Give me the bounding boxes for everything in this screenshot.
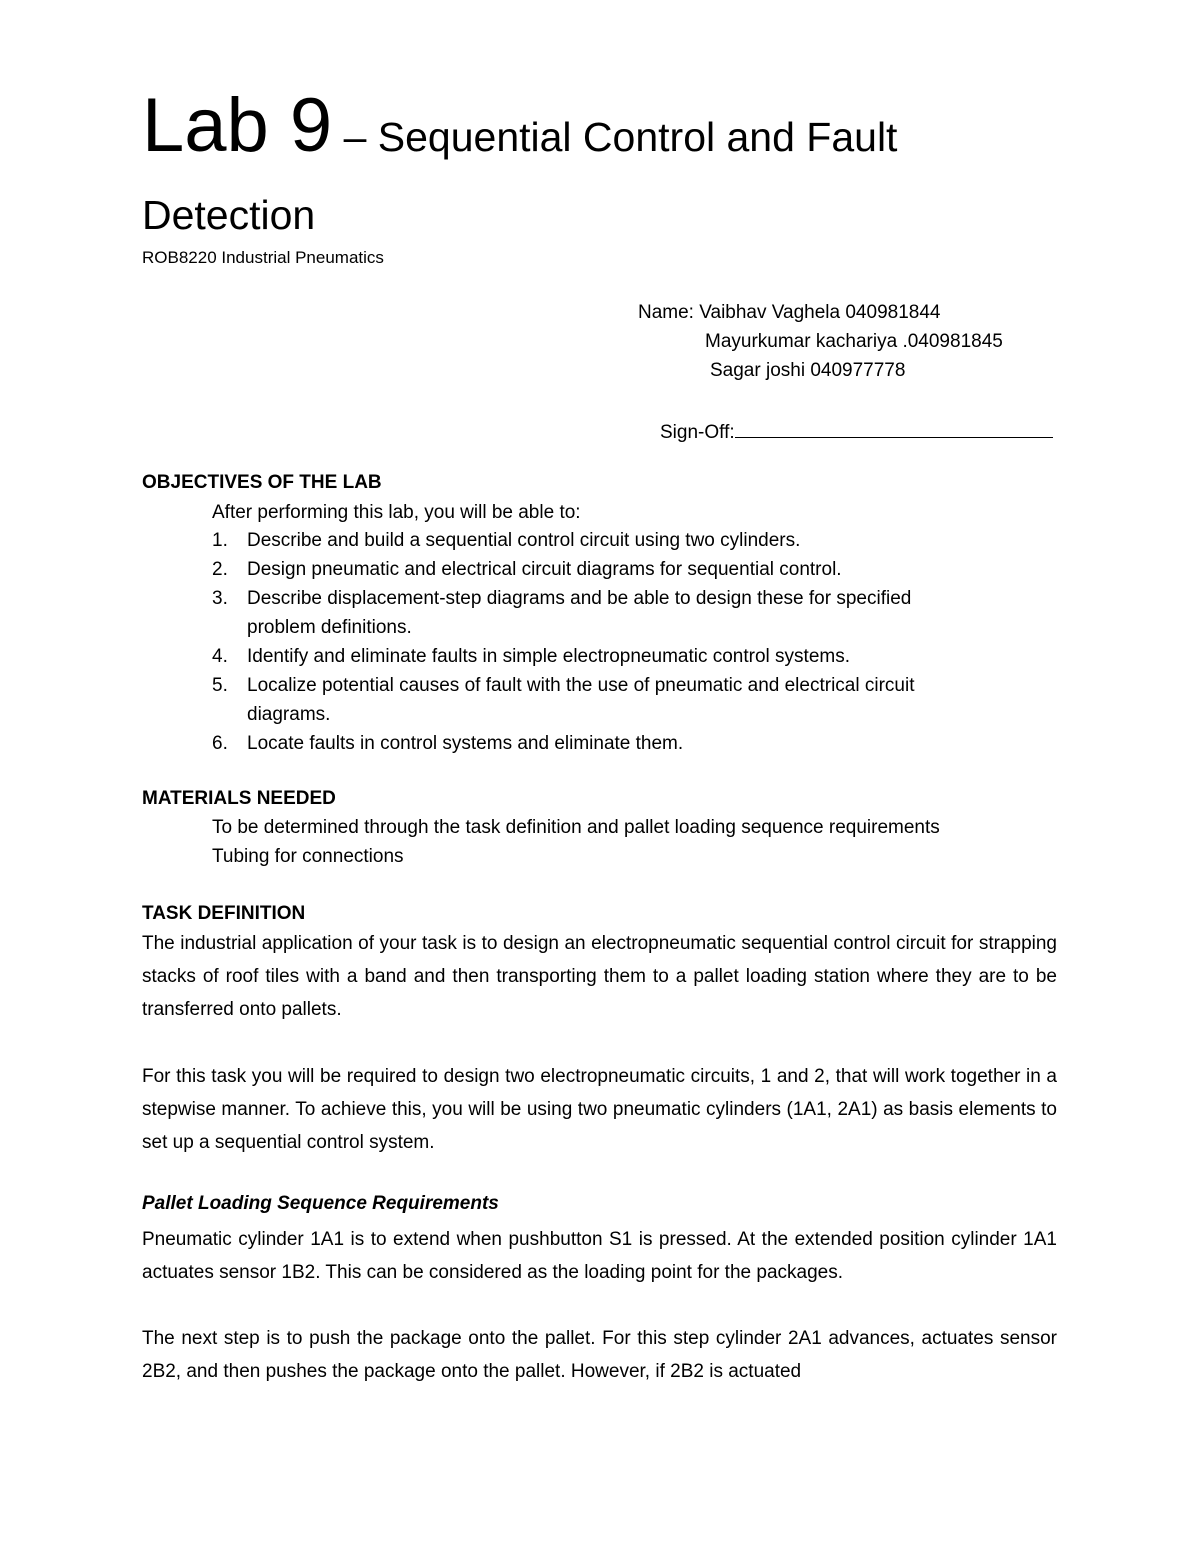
materials-line-1: To be determined through the task definition and pallet loading sequence requirements [212, 817, 940, 838]
pallet-paragraph-2: The next step is to push the package onto the pallet. For this step cylinder 2A1 advances, actuates sensor 2B2, and then pushes the package onto the pallet. However, if 2B2 is actuated [142, 1328, 1057, 1382]
materials-line-2: Tubing for connections [212, 846, 404, 867]
task-paragraph-1: The industrial application of your task is to design an electropneumatic sequential control circuit for strapping stacks of roof tiles with a band and then transporting them to a pallet loading station where they are to be transferred onto pallets. [142, 933, 1057, 1020]
pallet-heading: Pallet Loading Sequence Requirements [142, 1193, 499, 1214]
signoff-label: Sign-Off: [660, 422, 735, 443]
signoff [660, 420, 1053, 444]
title-line2: Detection [142, 192, 316, 238]
title-main: Lab 9 [142, 83, 333, 168]
course-name: ROB8220 Industrial Pneumatics [142, 248, 384, 267]
list-item: 2. Design pneumatic and electrical circuit diagrams for sequential control. [212, 559, 842, 580]
lab-title [142, 83, 898, 168]
pallet-paragraph-1: Pneumatic cylinder 1A1 is to extend when pushbutton S1 is pressed. At the extended position cylinder 1A1 actuates sensor 1B2. This can be considered as the loading point for the packages. [142, 1229, 1057, 1283]
name-line-2: Mayurkumar kachariya .040981845 [705, 331, 1003, 352]
signoff-line [735, 420, 1053, 438]
list-item-continuation: problem definitions. [247, 617, 412, 638]
list-item: 5. Localize potential causes of fault with the use of pneumatic and electrical circuit [212, 675, 915, 696]
list-item-continuation: diagrams. [247, 704, 331, 725]
objectives-intro: After performing this lab, you will be able to: [212, 502, 581, 523]
objectives-heading: OBJECTIVES OF THE LAB [142, 472, 382, 493]
list-item: 6. Locate faults in control systems and eliminate them. [212, 733, 684, 754]
list-item: 3. Describe displacement-step diagrams and be able to design these for specified [212, 588, 912, 609]
name-line-1: Name: Vaibhav Vaghela 040981844 [638, 302, 941, 323]
materials-heading: MATERIALS NEEDED [142, 788, 336, 809]
task-heading: TASK DEFINITION [142, 903, 306, 924]
task-paragraph-2: For this task you will be required to design two electropneumatic circuits, 1 and 2, that will work together in a stepwise manner. To achieve this, you will be using two pneumatic cylinders (1A1, 2A1) as basis elements to set up a sequential control system. [142, 1066, 1057, 1153]
list-item: 4. Identify and eliminate faults in simple electropneumatic control systems. [212, 646, 850, 667]
name-line-3: Sagar joshi 040977778 [710, 360, 906, 381]
title-rest: – Sequential Control and Fault [332, 114, 898, 160]
list-item: 1. Describe and build a sequential control circuit using two cylinders. [212, 530, 801, 551]
